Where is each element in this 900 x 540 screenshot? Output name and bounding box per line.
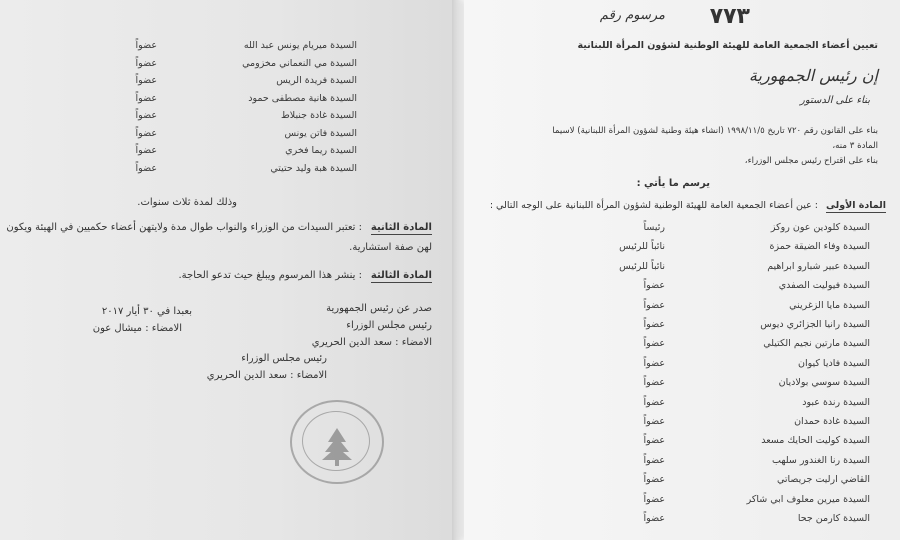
- member-row: [530, 222, 870, 240]
- member-name: السيدة رانيا الجزائري ديوس: [760, 319, 870, 330]
- article-2-text: : تعتبر السيدات من الوزراء والنواب طوال مدة ولايتهن أعضاء حكميين في الهيئة ويكون: [6, 222, 362, 233]
- member-name: السيدة رنا الغندور سلهب: [772, 454, 870, 466]
- member-role: عضواً: [643, 377, 665, 389]
- member-row: [530, 241, 870, 259]
- member-role: عضواً: [135, 92, 157, 104]
- member-row: [530, 300, 870, 318]
- pm-title-2: رئيس مجلس الوزراء: [241, 353, 327, 364]
- member-name: السيدة رندة عبود: [802, 396, 870, 408]
- article-3-heading: المادة الثالثة: [370, 270, 432, 281]
- member-name: السيدة ميريام يونس عبد الله: [243, 40, 357, 51]
- member-row: [530, 474, 870, 492]
- member-row: [27, 145, 357, 163]
- pm-signature-2: الامضاء : سعد الدين الحريري: [206, 370, 327, 381]
- member-role: عضواً: [135, 162, 157, 174]
- member-name: السيدة ميرين معلوف ابي شاكر: [746, 493, 870, 505]
- member-row: [27, 110, 357, 128]
- member-row: [530, 319, 870, 337]
- article-reference: المادة ٣ منه،: [832, 141, 878, 151]
- member-role: نائباً للرئيس: [619, 260, 665, 272]
- member-row: [530, 455, 870, 473]
- member-role: عضواً: [643, 435, 665, 447]
- member-role: عضواً: [643, 319, 665, 330]
- member-name: السيدة غادة جنبلاط: [280, 110, 357, 121]
- member-role: عضواً: [643, 338, 665, 350]
- member-name: السيدة كوليت الحايك مسعد: [761, 435, 870, 447]
- article-3-label: [371, 270, 432, 283]
- term-line: وذلك لمدة ثلاث سنوات.: [137, 197, 237, 208]
- president-signature: الامضاء : ميشال عون: [92, 323, 182, 334]
- member-row: [27, 40, 357, 58]
- article-1-text: : عين أعضاء الجمعية العامة للهيئة الوطنية لشؤون المرأة اللبنانية على الوجه التالي :: [489, 200, 818, 211]
- member-role: عضواً: [135, 145, 157, 156]
- article-1-label: [826, 200, 886, 213]
- member-name: السيدة سوسي بولاديان: [778, 377, 870, 389]
- member-role: عضواً: [643, 280, 665, 292]
- member-role: عضواً: [135, 75, 157, 86]
- member-name: القاضي ارليت جريصاتي: [776, 474, 870, 486]
- decree-page-right: [464, 0, 900, 540]
- member-role: عضواً: [643, 474, 665, 486]
- member-row: [27, 163, 357, 181]
- member-row: [530, 377, 870, 395]
- member-name: السيدة وفاء الضيقة حمزة: [769, 241, 870, 253]
- member-name: السيدة عبير شبارو ابراهيم: [767, 260, 870, 272]
- decree-label: مرسوم رقم: [599, 8, 665, 23]
- proposal-basis: بناء على اقتراح رئيس مجلس الوزراء،: [744, 156, 878, 166]
- member-name: السيدة ريما فخري: [285, 145, 357, 156]
- decree-subject: تعيين أعضاء الجمعية العامة للهيئة الوطنية لشؤون المرأة اللبنانية: [577, 40, 878, 51]
- member-row: [530, 280, 870, 298]
- member-row: [530, 416, 870, 434]
- member-role: نائباً للرئيس: [619, 241, 665, 253]
- member-row: [530, 513, 870, 531]
- member-name: السيدة غادة حمدان: [794, 416, 870, 427]
- member-name: السيدة مي النعماني مخزومي: [242, 57, 357, 69]
- article-2-heading: المادة الثانية: [370, 222, 432, 233]
- member-role: عضواً: [643, 357, 665, 369]
- constitution-basis: بناء على الدستور: [800, 95, 870, 106]
- member-role: عضواً: [643, 416, 665, 427]
- member-name: السيدة فريدة الريس: [276, 75, 357, 86]
- member-name: السيدة هبة وليد حتيتي: [270, 162, 357, 174]
- member-row: [27, 75, 357, 93]
- issued-date: بعبدا في ٣٠ أيار ٢٠١٧: [101, 306, 192, 317]
- member-name: السيدة مايا الزغريني: [789, 299, 870, 311]
- member-row: [530, 435, 870, 453]
- page-gap: [452, 0, 464, 540]
- pm-title: رئيس مجلس الوزراء: [346, 320, 432, 331]
- member-role: عضواً: [135, 40, 157, 51]
- member-role: عضواً: [643, 299, 665, 311]
- member-name: السيدة فيوليت الصفدي: [778, 280, 870, 292]
- member-role: عضواً: [643, 493, 665, 505]
- member-name: السيدة فاديا كيوان: [798, 357, 870, 369]
- member-name: السيدة كارمن جحا: [797, 513, 870, 524]
- member-row: [27, 128, 357, 146]
- member-row: [530, 397, 870, 415]
- law-reference: بناء على القانون رقم ٧٢٠ تاريخ ١٩٩٨/١١/٥ (انشاء هيئة وطنية لشؤون المرأة اللبنانية) لاسيما: [552, 126, 878, 136]
- article-2-text-cont: لهن صفة استشارية.: [349, 242, 432, 253]
- article-2-label: [371, 222, 432, 235]
- pm-signature: الامضاء : سعد الدين الحريري: [311, 337, 432, 348]
- official-stamp: [290, 400, 384, 484]
- member-row: [27, 58, 357, 76]
- member-name: السيدة كلودين عون روكز: [770, 222, 870, 233]
- cedar-icon: [292, 402, 382, 482]
- article-1-heading: المادة الأولى: [826, 200, 886, 211]
- member-role: عضواً: [643, 396, 665, 408]
- issued-by-president: صدر عن رئيس الجمهورية: [326, 303, 432, 314]
- article-3-text: : ينشر هذا المرسوم ويبلغ حيث تدعو الحاجة.: [178, 270, 362, 281]
- member-role: عضواً: [135, 110, 157, 121]
- member-role: عضواً: [135, 127, 157, 139]
- member-name: السيدة هانية مصطفى حمود: [248, 92, 357, 104]
- member-role: عضواً: [135, 57, 157, 69]
- member-role: عضواً: [643, 513, 665, 524]
- member-row: [530, 338, 870, 356]
- member-name: السيدة فاتن يونس: [284, 127, 357, 139]
- decree-number: ٧٧٣: [709, 4, 750, 29]
- member-row: [530, 494, 870, 512]
- member-row: [530, 358, 870, 376]
- member-row: [27, 93, 357, 111]
- member-role: عضواً: [643, 454, 665, 466]
- president-heading: إن رئيس الجمهورية: [748, 66, 878, 85]
- member-role: رئيساً: [643, 222, 665, 233]
- member-row: [530, 261, 870, 279]
- member-name: السيدة مارتين نجيم الكتيلي: [763, 338, 870, 350]
- decrees-line: يرسم ما يأتي :: [636, 178, 710, 189]
